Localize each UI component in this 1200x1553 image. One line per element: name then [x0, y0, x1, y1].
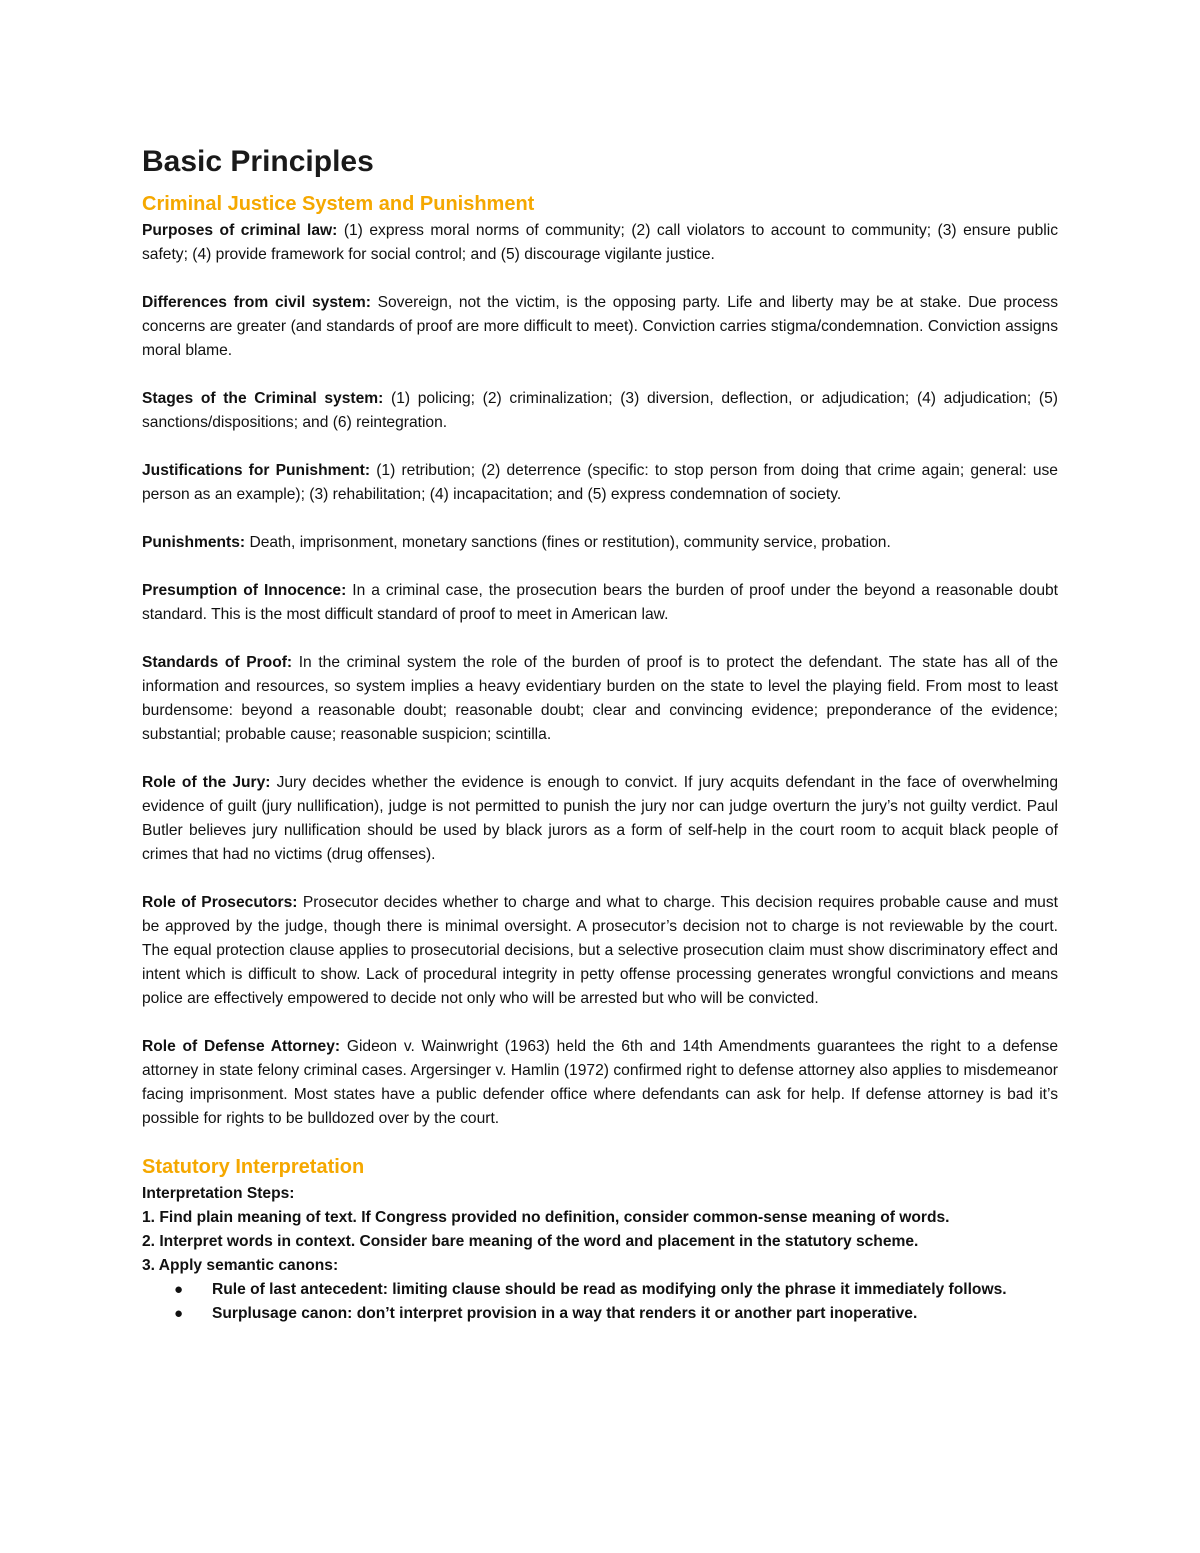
step-item: 3. Apply semantic canons:	[142, 1257, 339, 1274]
paragraph-role-of-prosecutors	[142, 891, 1058, 1011]
paragraph-lead: Role of Prosecutors:	[142, 894, 298, 911]
paragraph-lead: Role of the Jury:	[142, 774, 271, 791]
paragraph-lead: Differences from civil system:	[142, 294, 371, 311]
paragraph-lead: Presumption of Innocence:	[142, 582, 347, 599]
paragraph-lead: Role of Defense Attorney:	[142, 1038, 341, 1055]
paragraph-role-of-jury	[142, 771, 1058, 867]
paragraph-standards-of-proof	[142, 651, 1058, 747]
paragraph-punishments	[142, 531, 1058, 555]
paragraph-text: In the criminal system the role of the burden of proof is to protect the defendant. The state has all of the information and resources, so system implies a heavy evidentiary burden on the state to level the playing field. From most to least burdensome: beyond a reasonable doubt; reasonable doubt; clear and convincing evidence; preponderance of the evidence; substantial; probable cause; reasonable suspicion; scintilla.	[142, 654, 1058, 743]
paragraph-text: (1) policing; (2) criminalization; (3) diversion, deflection, or adjudication; (4) adjudication; (5) sanctions/dispositions; and (6) reintegration.	[142, 390, 1058, 431]
section-heading-criminal-justice: Criminal Justice System and Punishment	[142, 193, 535, 215]
semantic-canons-list	[142, 1278, 1058, 1326]
paragraph-purposes	[142, 219, 1058, 267]
step-item: 2. Interpret words in context. Consider bare meaning of the word and placement in the statutory scheme.	[142, 1233, 919, 1250]
paragraph-lead: Standards of Proof:	[142, 654, 293, 671]
paragraph-text: Sovereign, not the victim, is the opposing party. Life and liberty may be at stake. Due process concerns are greater (and standards of proof are more difficult to meet). Conviction carries stigma/condemnation. Conviction assigns moral blame.	[142, 294, 1059, 359]
paragraph-text: Death, imprisonment, monetary sanctions (fines or restitution), community service, probation.	[245, 534, 891, 551]
paragraph-text: (1) retribution; (2) deterrence (specific: to stop person from doing that crime again; general: use person as an example); (3) rehabilitation; (4) incapacitation; and (5) express condemnation of society.	[142, 462, 1058, 503]
bullet-icon: ●	[174, 1281, 184, 1298]
paragraph-presumption	[142, 579, 1058, 627]
section-statutory-interpretation	[142, 1182, 1058, 1326]
list-item-text: Rule of last antecedent: limiting clause should be read as modifying only the phrase it immediately follows.	[212, 1281, 1007, 1298]
section-criminal-justice	[142, 219, 1058, 1131]
step-item: 1. Find plain meaning of text. If Congress provided no definition, consider common-sense meaning of words.	[142, 1209, 950, 1226]
bullet-icon: ●	[174, 1305, 184, 1322]
section-heading-statutory-interpretation: Statutory Interpretation	[142, 1156, 365, 1178]
steps-label: Interpretation Steps:	[142, 1185, 295, 1202]
paragraph-lead: Punishments:	[142, 534, 246, 551]
paragraph-role-of-defense	[142, 1035, 1058, 1131]
paragraph-lead: Stages of the Criminal system:	[142, 390, 384, 407]
paragraph-stages	[142, 387, 1058, 435]
paragraph-lead: Justifications for Punishment:	[142, 462, 371, 479]
paragraph-text: Jury decides whether the evidence is enough to convict. If jury acquits defendant in the face of overwhelming evidence of guilt (jury nullification), judge is not permitted to punish the jury nor can judge overturn the jury’s not guilty verdict. Paul Butler believes jury nullification should be used by black jurors as a form of self-help in the court room to acquit black people of crimes that had no victims (drug offenses).	[142, 774, 1058, 863]
paragraph-text: In a criminal case, the prosecution bears the burden of proof under the beyond a reasonable doubt standard. This is the most difficult standard of proof to meet in American law.	[142, 582, 1058, 623]
paragraph-lead: Purposes of criminal law:	[142, 222, 338, 239]
paragraph-text: Prosecutor decides whether to charge and what to charge. This decision requires probable cause and must be approved by the judge, though there is minimal oversight. A prosecutor’s decision not to charge is not reviewable by the court. The equal protection clause applies to prosecutorial decisions, but a selective prosecution claim must show discriminatory effect and intent which is difficult to show. Lack of procedural integrity in petty offense processing generates wrongful convictions and means police are effectively empowered to decide not only who will be arrested but who will be convicted.	[142, 894, 1058, 1007]
paragraph-text: Gideon v. Wainwright (1963) held the 6th and 14th Amendments guarantees the right to a defense attorney in state felony criminal cases. Argersinger v. Hamlin (1972) confirmed right to defense attorney also applies to misdemeanor facing imprisonment. Most states have a public defender office where defendants can ask for help. If defense attorney is bad it’s possible for rights to be bulldozed over by the court.	[142, 1038, 1059, 1127]
paragraph-text: (1) express moral norms of community; (2) call violators to account to community; (3) ensure public safety; (4) provide framework for social control; and (5) discourage vigilante justice.	[142, 222, 1058, 263]
page-title: Basic Principles	[142, 145, 374, 178]
list-item-text: Surplusage canon: don’t interpret provision in a way that renders it or another part inoperative.	[212, 1305, 918, 1322]
paragraph-differences	[142, 291, 1058, 363]
list-item	[174, 1302, 1058, 1326]
list-item	[174, 1278, 1058, 1302]
paragraph-justifications	[142, 459, 1058, 507]
